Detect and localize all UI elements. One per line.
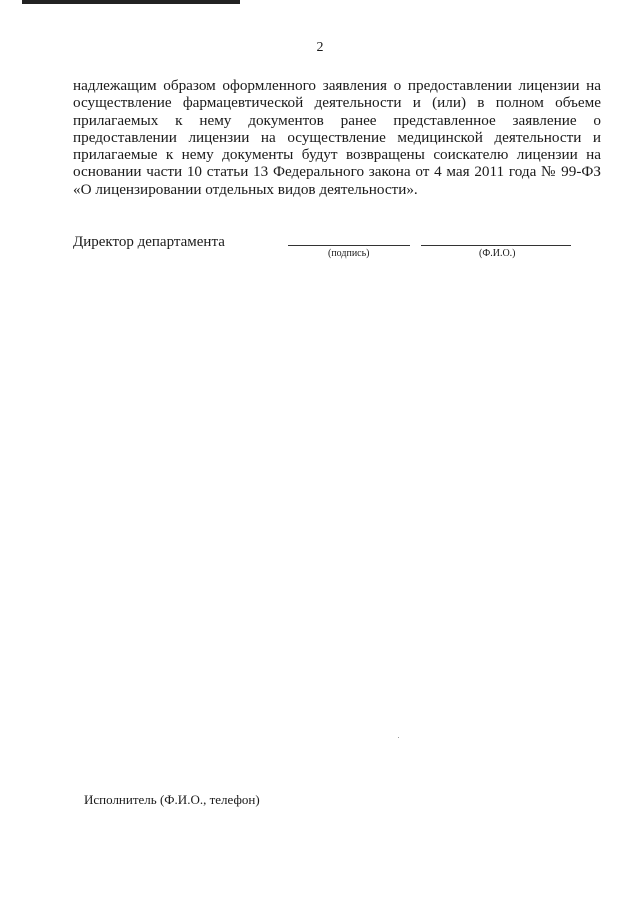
signature-line xyxy=(288,245,410,246)
page-number: 2 xyxy=(316,40,324,55)
body-line: основании части 10 статьи 13 Федерального закона от 4 мая 2011 года № 99-ФЗ xyxy=(73,163,601,181)
name-caption: (Ф.И.О.) xyxy=(479,248,516,259)
signature-block xyxy=(73,234,593,264)
body-line: надлежащим образом оформленного заявления о предоставлении лицензии на xyxy=(73,77,601,94)
body-line: «О лицензировании отдельных видов деятельности». xyxy=(73,180,418,198)
director-label: Директор департамента xyxy=(73,234,225,250)
executor-label: Исполнитель (Ф.И.О., телефон) xyxy=(84,792,260,807)
signature-caption: (подпись) xyxy=(328,248,370,259)
body-paragraph xyxy=(73,77,601,198)
top-edge-rule xyxy=(22,0,240,4)
body-line: прилагаемых к нему документов ранее представленное заявление о xyxy=(73,111,601,129)
name-line xyxy=(421,245,571,246)
body-line: предоставлении лицензии на осуществление медицинской деятельности и xyxy=(73,128,601,146)
body-line: прилагаемые к нему документы будут возвращены соискателю лицензии на xyxy=(73,146,601,164)
scan-speck xyxy=(398,737,399,738)
body-line: осуществление фармацевтической деятельности и (или) в полном объеме xyxy=(73,94,601,112)
